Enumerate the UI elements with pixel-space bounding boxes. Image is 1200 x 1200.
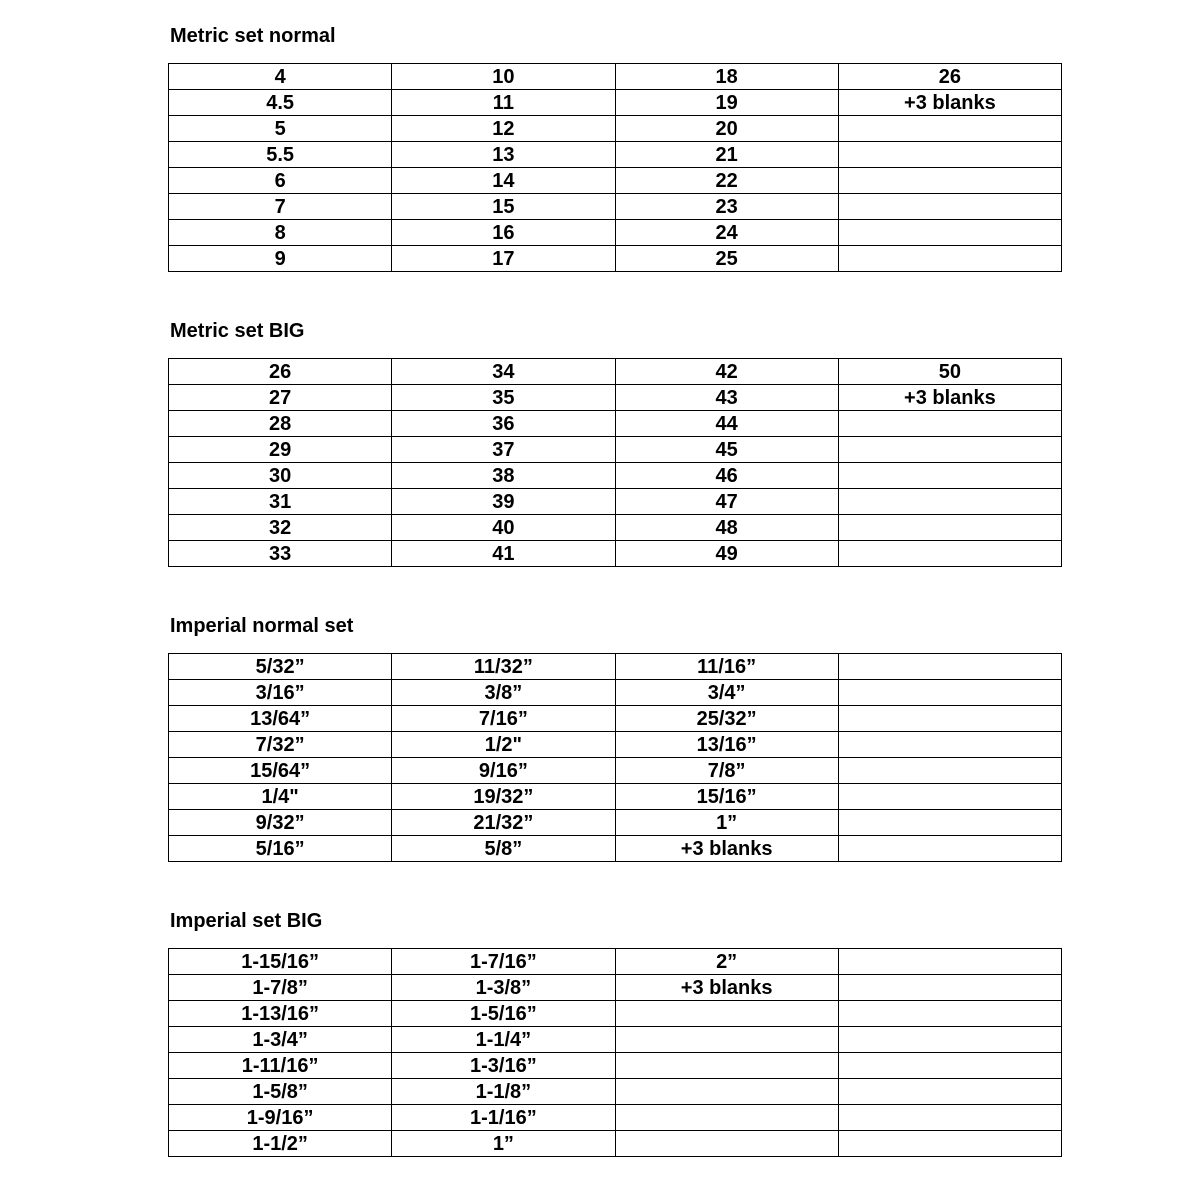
- size-table-body: [169, 654, 1062, 862]
- table-cell: 23: [615, 194, 838, 220]
- table-row: [169, 515, 1062, 541]
- table-cell: 16: [392, 220, 615, 246]
- size-set-section: [168, 616, 1200, 862]
- table-cell: 12: [392, 116, 615, 142]
- table-cell: [615, 1131, 838, 1157]
- table-cell: 21/32”: [392, 810, 615, 836]
- table-cell: 48: [615, 515, 838, 541]
- table-cell: [838, 194, 1061, 220]
- table-cell: 25: [615, 246, 838, 272]
- table-cell: 41: [392, 541, 615, 567]
- table-cell: [838, 489, 1061, 515]
- table-cell: [838, 706, 1061, 732]
- table-cell: 15/16”: [615, 784, 838, 810]
- table-cell: 50: [838, 359, 1061, 385]
- table-cell: 36: [392, 411, 615, 437]
- table-cell: [838, 732, 1061, 758]
- table-cell: 8: [169, 220, 392, 246]
- table-cell: [615, 1053, 838, 1079]
- table-cell: 5/32”: [169, 654, 392, 680]
- table-cell: 1/4": [169, 784, 392, 810]
- table-cell: [615, 1001, 838, 1027]
- table-row: [169, 1027, 1062, 1053]
- table-cell: 47: [615, 489, 838, 515]
- table-cell: 46: [615, 463, 838, 489]
- table-cell: 11/16”: [615, 654, 838, 680]
- table-cell: 11: [392, 90, 615, 116]
- size-set-section: [168, 911, 1200, 1157]
- table-cell: 32: [169, 515, 392, 541]
- table-cell: 13: [392, 142, 615, 168]
- table-cell: [838, 515, 1061, 541]
- table-cell: 1-5/16”: [392, 1001, 615, 1027]
- table-cell: [838, 680, 1061, 706]
- table-cell: 26: [169, 359, 392, 385]
- table-cell: 19: [615, 90, 838, 116]
- table-cell: [838, 116, 1061, 142]
- table-cell: 39: [392, 489, 615, 515]
- table-cell: 1-1/2”: [169, 1131, 392, 1157]
- table-row: [169, 975, 1062, 1001]
- table-cell: [838, 810, 1061, 836]
- table-cell: 26: [838, 64, 1061, 90]
- table-cell: [838, 142, 1061, 168]
- table-cell: 35: [392, 385, 615, 411]
- table-cell: +3 blanks: [615, 975, 838, 1001]
- table-cell: 3/8”: [392, 680, 615, 706]
- table-cell: 1”: [615, 810, 838, 836]
- table-cell: 4: [169, 64, 392, 90]
- table-row: [169, 1131, 1062, 1157]
- section-title: Metric set normal: [170, 25, 336, 47]
- table-row: [169, 437, 1062, 463]
- table-cell: 2”: [615, 949, 838, 975]
- table-cell: 44: [615, 411, 838, 437]
- size-set-section: [168, 26, 1200, 272]
- table-cell: 1-7/16”: [392, 949, 615, 975]
- table-row: [169, 64, 1062, 90]
- table-cell: 1-15/16”: [169, 949, 392, 975]
- size-table-body: [169, 359, 1062, 567]
- table-cell: 1-7/8”: [169, 975, 392, 1001]
- table-row: [169, 732, 1062, 758]
- table-cell: 29: [169, 437, 392, 463]
- size-table: [168, 63, 1062, 272]
- table-cell: 1-1/8”: [392, 1079, 615, 1105]
- table-cell: [838, 975, 1061, 1001]
- table-cell: [615, 1027, 838, 1053]
- table-row: [169, 706, 1062, 732]
- size-table: [168, 948, 1062, 1157]
- table-cell: 1-1/16”: [392, 1105, 615, 1131]
- table-row: [169, 142, 1062, 168]
- table-cell: 3/4”: [615, 680, 838, 706]
- section-title: Imperial normal set: [170, 615, 354, 637]
- size-table-body: [169, 64, 1062, 272]
- table-cell: 43: [615, 385, 838, 411]
- table-cell: 7: [169, 194, 392, 220]
- table-row: [169, 463, 1062, 489]
- table-cell: 13/64”: [169, 706, 392, 732]
- table-cell: [838, 411, 1061, 437]
- table-row: [169, 489, 1062, 515]
- table-cell: 33: [169, 541, 392, 567]
- table-cell: 14: [392, 168, 615, 194]
- table-cell: [838, 1131, 1061, 1157]
- table-cell: 9/32”: [169, 810, 392, 836]
- table-row: [169, 1001, 1062, 1027]
- table-cell: [838, 758, 1061, 784]
- table-cell: 1-3/8”: [392, 975, 615, 1001]
- table-cell: 30: [169, 463, 392, 489]
- table-cell: [838, 784, 1061, 810]
- table-row: [169, 654, 1062, 680]
- table-cell: 15/64”: [169, 758, 392, 784]
- table-cell: 7/32”: [169, 732, 392, 758]
- table-cell: 25/32”: [615, 706, 838, 732]
- table-cell: +3 blanks: [838, 90, 1061, 116]
- table-cell: 7/8”: [615, 758, 838, 784]
- table-cell: 1/2": [392, 732, 615, 758]
- size-table-body: [169, 949, 1062, 1157]
- table-cell: [838, 1001, 1061, 1027]
- table-row: [169, 116, 1062, 142]
- table-cell: 40: [392, 515, 615, 541]
- table-row: [169, 90, 1062, 116]
- table-cell: 7/16”: [392, 706, 615, 732]
- table-row: [169, 810, 1062, 836]
- table-cell: [838, 836, 1061, 862]
- section-title: Metric set BIG: [170, 320, 305, 342]
- table-cell: 3/16”: [169, 680, 392, 706]
- table-cell: 1”: [392, 1131, 615, 1157]
- table-cell: 10: [392, 64, 615, 90]
- table-cell: 1-3/4”: [169, 1027, 392, 1053]
- table-cell: 22: [615, 168, 838, 194]
- table-cell: +3 blanks: [615, 836, 838, 862]
- table-cell: 37: [392, 437, 615, 463]
- table-cell: 49: [615, 541, 838, 567]
- table-cell: 1-1/4”: [392, 1027, 615, 1053]
- table-cell: [838, 654, 1061, 680]
- table-cell: 24: [615, 220, 838, 246]
- table-row: [169, 1105, 1062, 1131]
- table-cell: 20: [615, 116, 838, 142]
- table-cell: [838, 1027, 1061, 1053]
- table-row: [169, 168, 1062, 194]
- table-row: [169, 385, 1062, 411]
- size-table: [168, 653, 1062, 862]
- table-cell: 17: [392, 246, 615, 272]
- table-cell: 15: [392, 194, 615, 220]
- table-cell: [838, 949, 1061, 975]
- table-cell: 38: [392, 463, 615, 489]
- table-cell: 9: [169, 246, 392, 272]
- table-cell: [838, 541, 1061, 567]
- table-cell: 13/16”: [615, 732, 838, 758]
- table-cell: 11/32”: [392, 654, 615, 680]
- table-cell: 5/8”: [392, 836, 615, 862]
- table-cell: [615, 1105, 838, 1131]
- table-cell: [838, 246, 1061, 272]
- table-cell: 1-5/8”: [169, 1079, 392, 1105]
- table-row: [169, 194, 1062, 220]
- table-cell: [838, 168, 1061, 194]
- table-row: [169, 220, 1062, 246]
- table-cell: 6: [169, 168, 392, 194]
- table-cell: 45: [615, 437, 838, 463]
- table-row: [169, 1079, 1062, 1105]
- table-cell: 27: [169, 385, 392, 411]
- table-cell: 4.5: [169, 90, 392, 116]
- table-row: [169, 541, 1062, 567]
- table-cell: 18: [615, 64, 838, 90]
- table-cell: 21: [615, 142, 838, 168]
- table-row: [169, 359, 1062, 385]
- table-cell: 5/16”: [169, 836, 392, 862]
- section-title: Imperial set BIG: [170, 910, 323, 932]
- table-cell: 1-3/16”: [392, 1053, 615, 1079]
- table-cell: 34: [392, 359, 615, 385]
- table-cell: 1-13/16”: [169, 1001, 392, 1027]
- table-cell: [838, 1105, 1061, 1131]
- table-cell: 9/16”: [392, 758, 615, 784]
- table-row: [169, 411, 1062, 437]
- table-cell: 28: [169, 411, 392, 437]
- table-cell: [838, 220, 1061, 246]
- table-cell: 5.5: [169, 142, 392, 168]
- table-row: [169, 680, 1062, 706]
- size-table: [168, 358, 1062, 567]
- table-cell: +3 blanks: [838, 385, 1061, 411]
- table-cell: 31: [169, 489, 392, 515]
- table-row: [169, 246, 1062, 272]
- table-cell: [838, 463, 1061, 489]
- table-cell: [615, 1079, 838, 1105]
- table-row: [169, 784, 1062, 810]
- size-set-section: [168, 321, 1200, 567]
- table-row: [169, 836, 1062, 862]
- table-cell: 1-11/16”: [169, 1053, 392, 1079]
- table-cell: 1-9/16”: [169, 1105, 392, 1131]
- table-cell: [838, 437, 1061, 463]
- table-cell: [838, 1079, 1061, 1105]
- table-cell: 42: [615, 359, 838, 385]
- table-cell: 5: [169, 116, 392, 142]
- table-row: [169, 1053, 1062, 1079]
- table-row: [169, 758, 1062, 784]
- table-cell: [838, 1053, 1061, 1079]
- table-row: [169, 949, 1062, 975]
- table-cell: 19/32”: [392, 784, 615, 810]
